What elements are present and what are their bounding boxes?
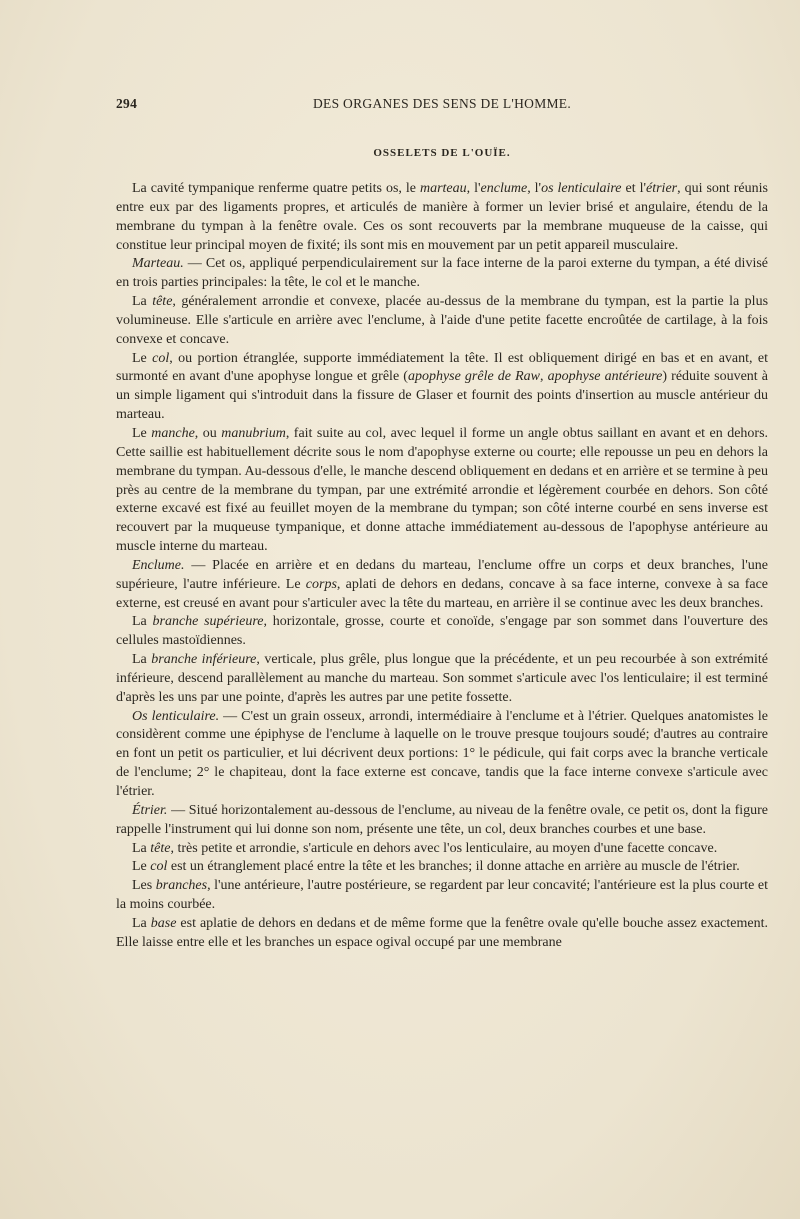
text-run: , généralement arrondie et convexe, placée au-dessus de la membrane du tympan, est la partie la plus volumineuse. Elle s'articule en arrière avec l'enclume, à l'aide d'une petite facette encroûtée de cartilage, à la fois convexe et concave.	[116, 294, 769, 347]
paragraph	[116, 350, 768, 425]
text-run: , fait suite au col, avec lequel il forme un angle obtus saillant en avant et en dehors. Cette saillie est habituellement décrite sous le nom d'apophyse externe ou courte; elle repousse un peu en dehors la membrane du tympan. Au-dessous d'elle, le manche descend obliquement en dedans et en arrière et se termine à peu près au centre de la membrane du tympan, par une extrémité arrondie et légèrement courbée en dehors. Son côté externe excavé est fixé au feuillet moyen de la membrane du tympan; son côté interne courbé en sens inverse est recouvert par la muqueuse tympanique, et donne attache immédiatement au-dessous de l'apophyse antérieure au muscle interne du marteau.	[116, 425, 769, 555]
italic-term: Os lenticulaire.	[132, 708, 220, 724]
text-run: — Situé horizontalement au-dessous de l'enclume, au niveau de la fenêtre ovale, ce petit os, dont la figure rappelle l'instrument qui lui donne son nom, présente une tête, un col, deux branches courbes et une base.	[116, 802, 768, 837]
italic-term: manche	[151, 425, 195, 441]
italic-term: tête	[152, 294, 173, 310]
text-run: — Cet os, appliqué perpendiculairement sur la face interne de la paroi externe du tympan, a été divisé en trois parties principales: la tête, le col et le manche.	[116, 256, 768, 291]
paragraph	[116, 255, 768, 293]
paragraph	[116, 425, 768, 557]
text-run: La	[132, 652, 152, 668]
italic-term: base	[150, 915, 177, 931]
text-run: ,	[540, 369, 548, 385]
body-text	[116, 180, 768, 953]
text-run: — C'est un grain osseux, arrondi, intermédiaire à l'enclume et à l'étrier. Quelques anatomistes le considèrent comme une épiphyse de l'enclume à laquelle on le trouve presque toujours soudé; d'autres au contraire en font un petit os particulier, et lui décrivent deux portions: 1° le pédicule, qui fait corps avec la branche verticale de l'enclume; 2° le chapiteau, dont la face externe est concave, tandis que la face interne convexe s'articule avec l'étrier.	[116, 708, 768, 799]
text-run: Les	[132, 878, 156, 894]
paragraph	[116, 180, 768, 255]
text-run: , l'	[527, 181, 542, 196]
italic-term: branche inférieure	[151, 652, 257, 668]
italic-term: Marteau.	[132, 256, 184, 272]
italic-term: corps	[305, 576, 337, 592]
text-run: , qui sont réunis entre eux par des ligaments propres, et articulés de manière à former un levier brisé et angulaire, étendu de la membrane du tympan à la fenêtre ovale. Ces os sont recouverts par la membrane muqueuse de la caisse, qui constitue leur principal moyen de fixité; ils sont mis en mouvement par un petit appareil musculaire.	[116, 181, 768, 253]
text-run: — Placée en arrière et en dedans du marteau, l'enclume offre un corps et deux branches, l'une supérieure, l'autre inférieure. Le	[116, 557, 768, 592]
paragraph	[116, 858, 768, 877]
paragraph	[116, 708, 768, 802]
paragraph	[116, 840, 768, 859]
text-run: La	[132, 915, 151, 931]
italic-term: apophyse antérieure	[547, 369, 663, 385]
text-run: , horizontale, grosse, courte et conoïde, s'engage par son sommet dans l'ouverture des cellules mastoïdiennes.	[116, 614, 769, 649]
paragraph	[116, 557, 768, 614]
text-run: ) réduite souvent à un simple ligament qui s'introduit dans la fissure de Glaser et fournit des points d'insertion au muscle antérieur du marteau.	[116, 369, 768, 423]
paragraph	[116, 613, 768, 651]
text-run: , aplati de dehors en dedans, concave à sa face interne, convexe à sa face externe, est creusé en avant pour s'articuler avec la tête du marteau, en arrière il se continue avec les deux branches.	[116, 576, 769, 611]
italic-term: marteau	[419, 181, 467, 196]
italic-term: col	[150, 859, 168, 875]
text-run: , ou portion étranglée, supporte immédiatement la tête. Il est obliquement dirigé en bas et en avant, et surmonté en avant d'une apophyse longue et grêle (	[116, 350, 768, 385]
text-run: est aplatie de dehors en dedans et de même forme que la fenêtre ovale qu'elle bouche assez exactement. Elle laisse entre elle et les branches un espace ogival occupé par une membrane	[116, 915, 768, 950]
italic-term: manubrium	[221, 425, 286, 441]
italic-term: apophyse grêle de Raw	[407, 369, 540, 385]
italic-term: enclume	[480, 181, 528, 196]
italic-term: branches	[155, 878, 208, 894]
paragraph	[116, 877, 768, 915]
italic-term: tête	[150, 840, 171, 856]
section-title: OSSELETS DE L'OUÏE.	[373, 147, 511, 159]
text-run: , l'une antérieure, l'autre postérieure, se regardent par leur concavité; l'antérieure est la plus courte et la moins courbée.	[116, 878, 768, 913]
text-run: et l'	[621, 181, 646, 196]
running-title: DES ORGANES DES SENS DE L'HOMME.	[312, 96, 572, 111]
paragraph	[116, 802, 768, 840]
italic-term: branche supérieure	[152, 614, 264, 630]
italic-term: Enclume.	[132, 557, 185, 573]
text-run: est un étranglement placé entre la tête et les branches; il donne attache en arrière au muscle de l'étrier.	[167, 859, 740, 875]
text-run: La	[132, 840, 151, 856]
text-run: La	[132, 614, 153, 630]
italic-term: os lenticulaire	[541, 181, 622, 196]
italic-term: étrier	[646, 181, 678, 196]
paragraph	[116, 651, 768, 708]
text-run: La cavité tympanique renferme quatre petits os, le	[132, 181, 420, 196]
text-run: , verticale, plus grêle, plus longue que la précédente, et un peu recourbée à son extrémité inférieure, descend parallèlement au manche du marteau. Son sommet s'articule avec l'os lenticulaire; il est terminé d'après les uns par une pointe, d'après les autres par une petite fossette.	[116, 652, 769, 705]
text-run: Le	[132, 425, 152, 441]
page-number: 294	[116, 96, 138, 111]
text-run: Le	[132, 350, 153, 366]
text-run: , ou	[194, 425, 222, 441]
paragraph	[116, 915, 768, 953]
italic-term: Étrier.	[132, 802, 168, 818]
text-run: La	[132, 294, 153, 310]
text-run: , l'	[466, 181, 481, 196]
paragraph	[116, 293, 768, 350]
text-run: , très petite et arrondie, s'articule en dehors avec l'os lenticulaire, au moyen d'une facette concave.	[170, 840, 718, 856]
italic-term: col	[152, 350, 170, 366]
text-run: Le	[132, 859, 151, 875]
running-header	[116, 96, 768, 118]
